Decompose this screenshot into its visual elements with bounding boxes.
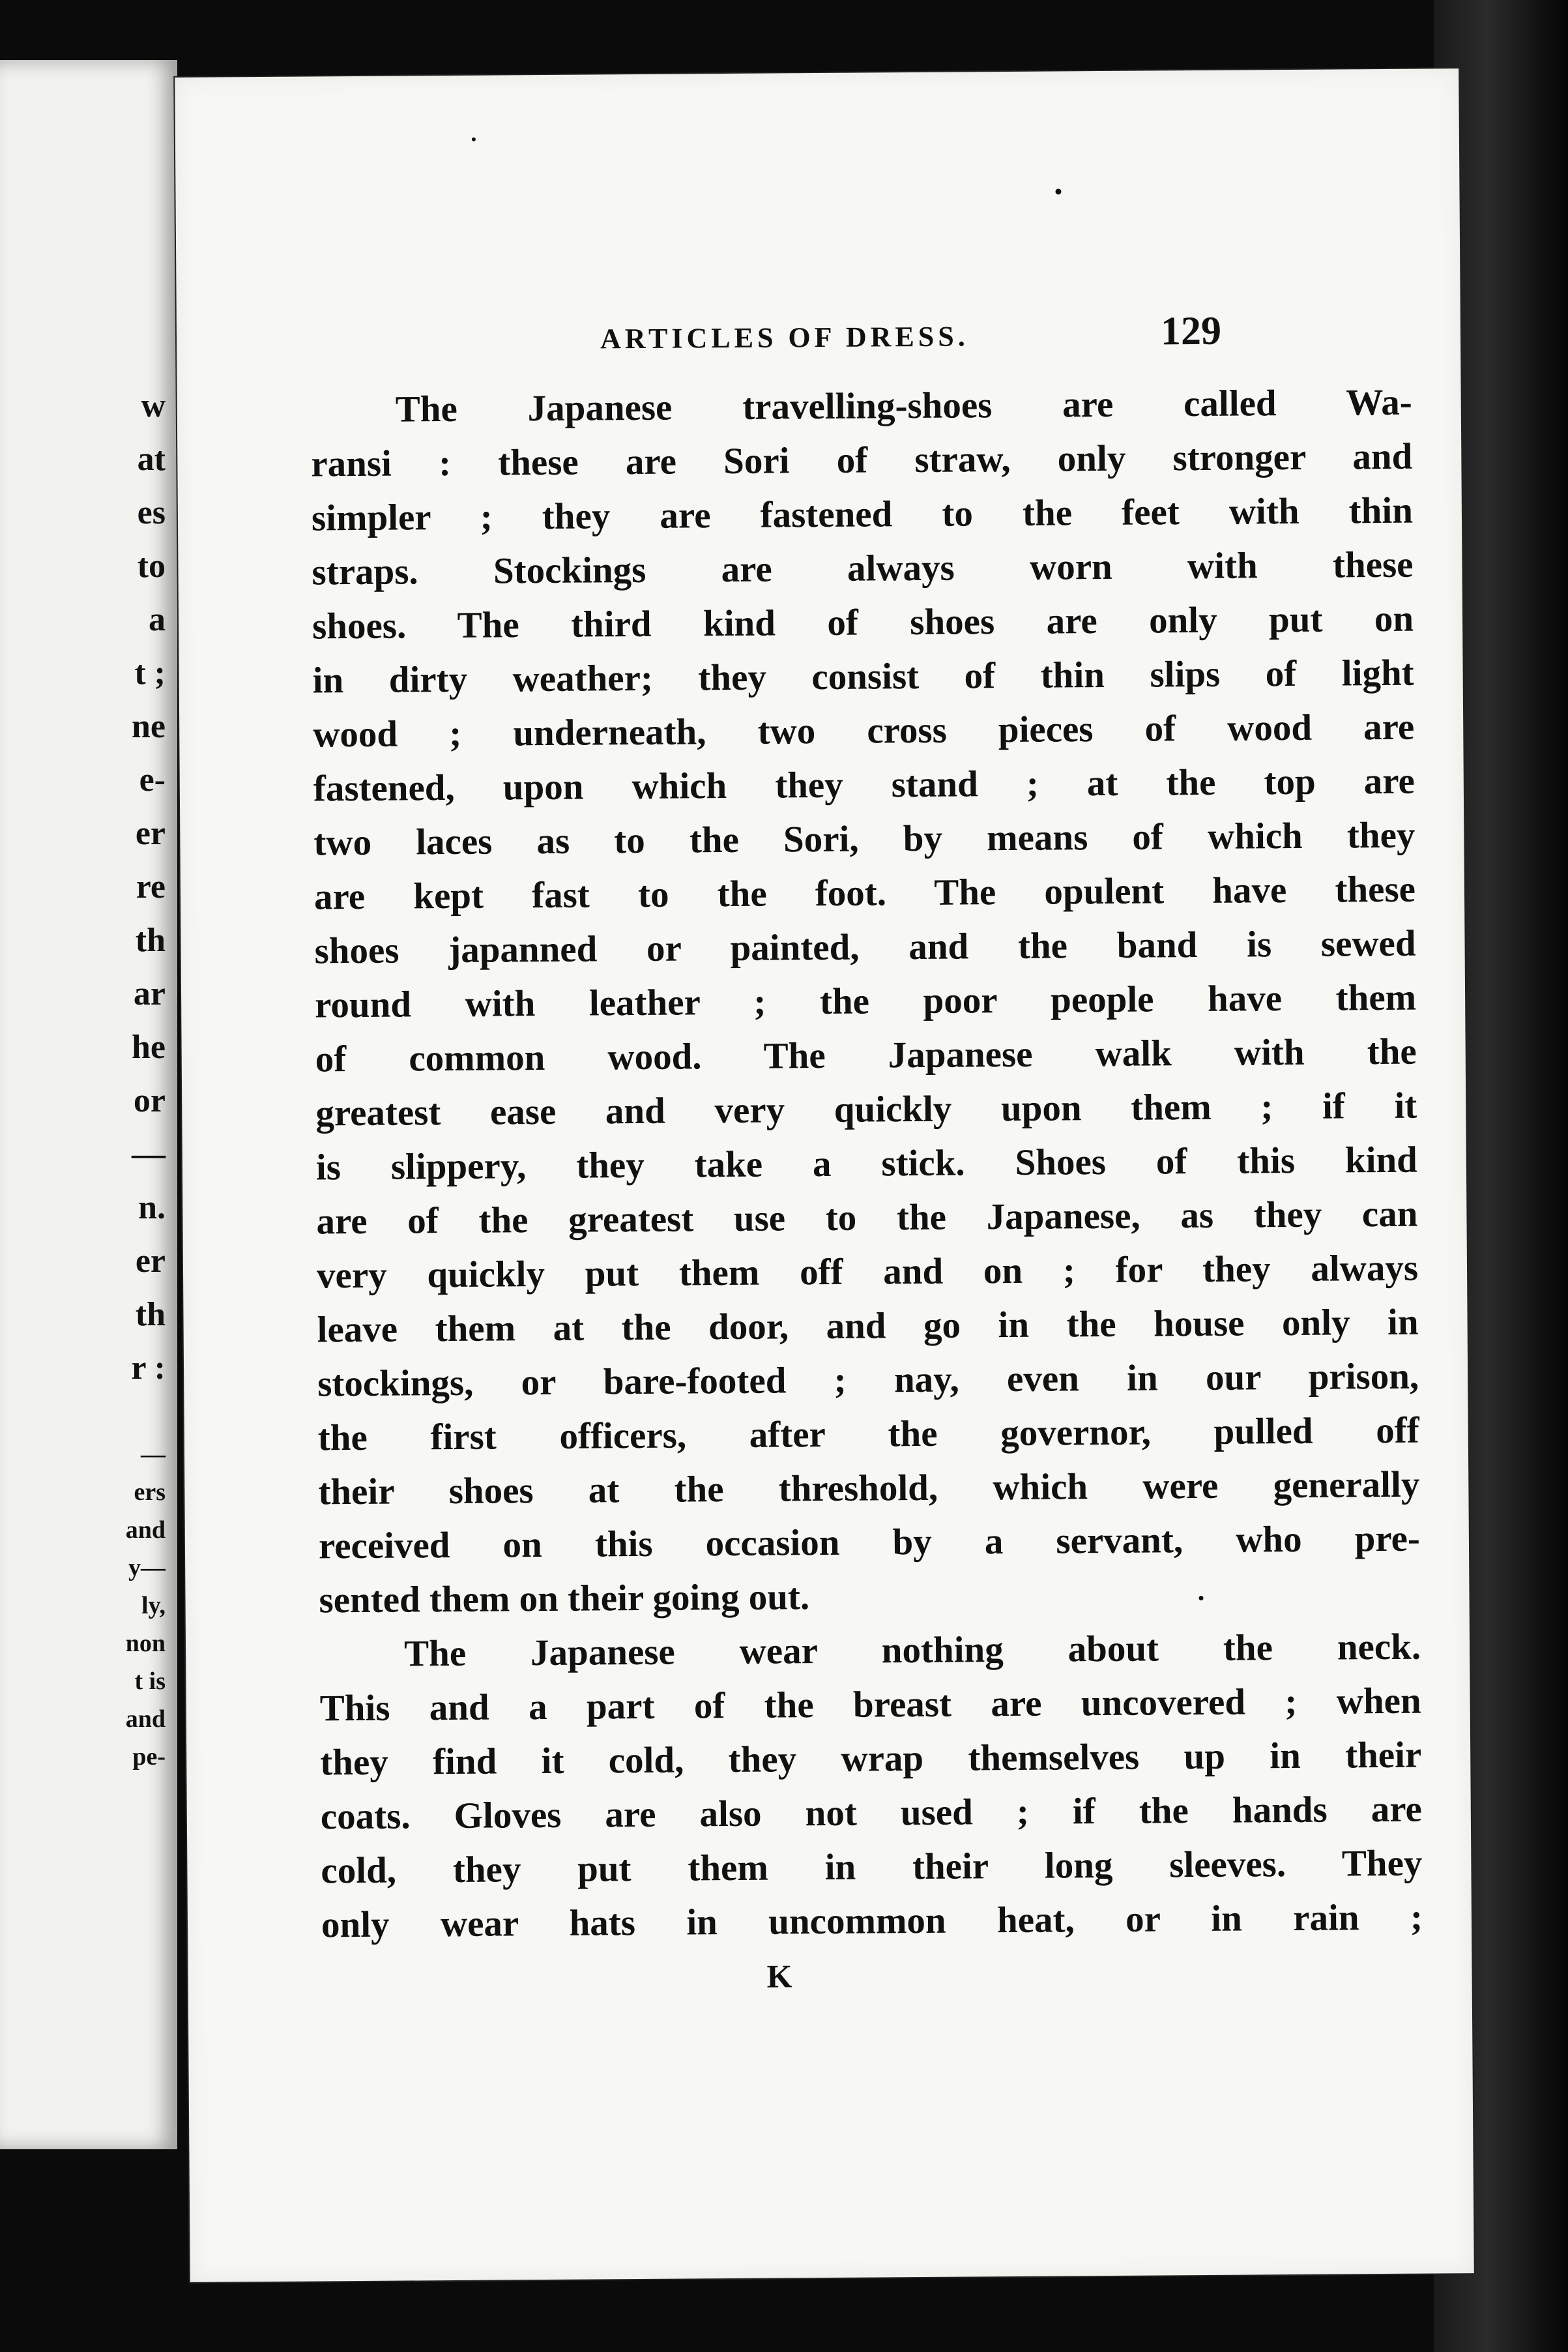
paragraph	[310, 375, 1420, 1628]
facing-page-line: n.	[138, 1189, 166, 1226]
facing-page-line: and	[125, 1516, 166, 1544]
page-number: 129	[1160, 308, 1222, 354]
facing-page-line: t ;	[134, 654, 166, 692]
facing-page-line: ers	[134, 1478, 166, 1506]
facing-page-line: er	[135, 815, 166, 852]
ink-speck	[472, 138, 476, 141]
text-line: leave them at the door, and go in the house only in	[317, 1301, 1419, 1351]
ink-speck	[1055, 188, 1061, 194]
facing-page-line: he	[132, 1029, 166, 1066]
text-line: two laces as to the Sori, by means of which they	[313, 814, 1416, 864]
ink-speck	[1199, 1596, 1204, 1600]
facing-page-line: th	[135, 922, 166, 959]
facing-page-line: w	[141, 387, 166, 424]
text-line: very quickly put them off and on ; for they always	[316, 1247, 1419, 1297]
facing-page-line: e-	[139, 761, 166, 799]
text-line: their shoes at the threshold, which were generally	[318, 1463, 1420, 1513]
facing-page-line: r :	[131, 1349, 166, 1387]
text-line: cold, they put them in their long sleeves. They	[321, 1842, 1423, 1892]
facing-page-line: t is	[134, 1668, 166, 1695]
facing-page-line: —	[141, 1441, 166, 1468]
text-line: ransi : these are Sori of straw, only stronger and	[311, 435, 1413, 485]
text-line: simpler ; they are fastened to the feet with thin	[311, 490, 1414, 539]
facing-page-line: es	[137, 494, 166, 531]
paragraph	[319, 1620, 1423, 1952]
facing-page-line: re	[136, 868, 166, 905]
facing-page-line: or	[133, 1082, 166, 1119]
text-line: are kept fast to the foot. The opulent have these	[313, 868, 1416, 918]
text-line: The Japanese wear nothing about the neck.	[403, 1626, 1421, 1675]
book-page	[175, 68, 1474, 2282]
facing-page-line: y—	[128, 1554, 166, 1581]
facing-page-line: and	[125, 1705, 166, 1733]
facing-page-line: er	[135, 1242, 166, 1280]
text-line: round with leather ; the poor people have them	[314, 977, 1417, 1026]
facing-page-line: a	[149, 601, 166, 638]
text-line: only wear hats in uncommon heat, or in rain ;	[321, 1896, 1423, 1946]
running-head: ARTICLES OF DRESS.	[600, 320, 969, 355]
text-line: sented them on their going out.	[319, 1576, 810, 1621]
facing-page-line: to	[137, 548, 166, 585]
facing-page	[0, 60, 177, 2149]
text-line: is slippery, they take a stick. Shoes of this kind	[315, 1139, 1418, 1188]
facing-page-line: th	[135, 1296, 166, 1333]
text-line: wood ; underneath, two cross pieces of wood are	[313, 706, 1415, 756]
facing-page-line: pe-	[132, 1743, 166, 1771]
facing-page-line: ly,	[141, 1592, 166, 1619]
text-line: are of the greatest use to the Japanese, as they can	[316, 1193, 1418, 1242]
text-line: in dirty weather; they consist of thin slips of light	[312, 652, 1414, 701]
facing-page-line: —	[132, 1136, 166, 1173]
text-line: This and a part of the breast are uncovered ; when	[319, 1680, 1421, 1729]
text-line: shoes japanned or painted, and the band is sewed	[314, 922, 1416, 972]
facing-page-line: at	[137, 441, 166, 478]
text-line: coats. Gloves are also not used ; if the hands are	[320, 1788, 1423, 1838]
text-line: shoes. The third kind of shoes are only put on	[312, 598, 1414, 647]
body-text	[310, 375, 1423, 1952]
text-line: stockings, or bare-footed ; nay, even in our prison,	[317, 1355, 1419, 1405]
text-line: the first officers, after the governor, pulled off	[317, 1409, 1419, 1459]
text-line: The Japanese travelling-shoes are called Wa-	[395, 381, 1412, 430]
facing-page-line: non	[125, 1630, 166, 1657]
text-line: received on this occasion by a servant, who pre-	[318, 1518, 1421, 1567]
signature-mark: K	[766, 1958, 792, 1995]
facing-page-line: ar	[133, 975, 166, 1012]
facing-page-line: ne	[132, 708, 166, 745]
text-line: greatest ease and very quickly upon them ; if it	[315, 1085, 1417, 1134]
text-line: fastened, upon which they stand ; at the top are	[313, 760, 1416, 810]
text-line: of common wood. The Japanese walk with the	[315, 1031, 1417, 1080]
text-line: straps. Stockings are always worn with these	[312, 544, 1414, 593]
text-line: they find it cold, they wrap themselves up in their	[320, 1734, 1422, 1784]
